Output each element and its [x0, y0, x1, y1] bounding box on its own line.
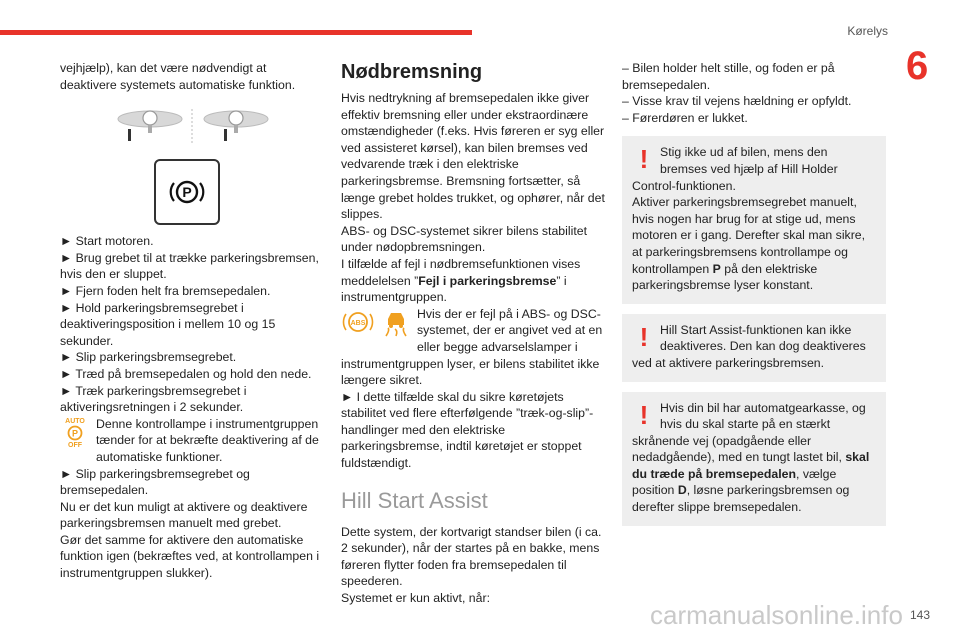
- abs-warning-icon: [341, 306, 375, 338]
- svg-text:P: P: [71, 428, 79, 439]
- warning-box-1: [622, 136, 886, 303]
- svg-text:P: P: [182, 184, 192, 201]
- parking-brake-icon: [165, 177, 209, 207]
- auto-off-lamp-icon: [60, 416, 92, 448]
- header-accent-bar: [0, 30, 472, 35]
- auto-label: AUTO: [65, 417, 85, 425]
- warning-icon: !: [639, 321, 649, 352]
- warning-icon: !: [639, 399, 649, 430]
- parking-brake-button-illustration: [154, 159, 220, 225]
- warning-box-2: [622, 314, 886, 382]
- column-middle: [341, 60, 605, 607]
- column-left: [60, 60, 322, 582]
- auto-off-lamp-block: [60, 416, 322, 466]
- steps-list-b: ► Slip parkeringsbremsegrebet og bremsepedalen. Nu er det kun muligt at aktivere og deaktivere parkeringsbremsen manuelt med grebet. Gør det samme for aktivere den automatiske funktion igen (bekræftes ved, at kontrollampen i instrumentgruppen slukker).: [60, 466, 320, 581]
- fault-message: Fejl i parkeringsbremse: [418, 273, 557, 288]
- warning-text-1: Stig ikke ud af bilen, mens den bremses ved hjælp af Hill Holder Control-funktionen. Aktiver parkeringsbremsegrebet manuelt, hvis nogen har brug for at stige ud, mens motoren er i gang. Derefter skal man sikre, at parkeringsbremsens kontrollampe og kontrollampen P på den elektriske parkeringsbremse lyser konstant.: [632, 145, 866, 293]
- hill-start-para: Dette system, der kortvarigt standser bilen (i ca. 2 sekunder), når der startes på en bakke, mens føreren flytter foden fra bremsepedalen til speederen. Systemet er kun aktivt, når:: [341, 524, 602, 606]
- conditions-list: – Bilen holder helt stille, og foden er på bremsepedalen. – Visse krav til vejens hældning er opfyldt. – Førerdøren er lukket.: [622, 61, 852, 125]
- off-label: OFF: [68, 441, 82, 448]
- lamp-text: Denne kontrollampe i instrumentgruppen tænder for at bekræfte deaktivering af de automatiske funktioner.: [96, 416, 319, 464]
- steps-list-a: ► Start motoren. ► Brug grebet til at trække parkeringsbremsen, hvis den er sluppet. ► Fjern foden helt fra bremsepedalen. ► Hold parkeringsbremsegrebet i deaktiveringsposition i mellem 10 og 15 sekunder. ► Slip parkeringsbremsegrebet. ► Træd på bremsepedalen og hold den nede. ► Træk parkeringsbremsegrebet i aktiveringsretningen i 2 sekunder.: [60, 234, 319, 415]
- warning-icon: !: [639, 144, 649, 175]
- intro-text: vejhjælp), kan det være nødvendigt at deaktivere systemets automatiske funktion.: [60, 61, 296, 92]
- page-number: 143: [909, 608, 930, 622]
- column-right: [622, 60, 886, 536]
- steering-wheel-icon: [112, 107, 272, 147]
- dsc-skid-icon: [379, 306, 413, 338]
- warning-text-3: Hvis din bil har automatgearkasse, og hvis du skal starte på en stærkt skrånende vej (opadgående eller nedadgående), med en tungt lastet bil, skal du træde på bremsepedalen, vælge position D, løsne parkeringsbremsen og derefter slippe bremsepedalen.: [632, 400, 870, 515]
- watermark: carmanualsonline.info: [650, 600, 903, 630]
- heading-emergency-braking: Nødbremsning: [341, 61, 483, 83]
- svg-text:ABS: ABS: [350, 319, 366, 327]
- warning-box-3: [622, 392, 886, 526]
- steering-wheel-illustration: [112, 107, 322, 145]
- emergency-para: Hvis nedtrykning af bremsepedalen ikke giver effektiv bremsning eller under ekstraordinære omstændigheder (f.eks. Hvis føreren er syg eller ved assisteret kørsel), kan bilen bremses ved vedvarende træk i den elektriske parkeringsbremse. Bremsning fortsætter, så længe grebet holdes trukket, og ophører, når det slippes. ABS- og DSC-systemet sikrer bilens stabilitet under nødopbremsningen.: [341, 91, 605, 255]
- section-title: Kørelys: [847, 24, 888, 38]
- chapter-number: 6: [906, 44, 929, 88]
- abs-dsc-text: Hvis der er fejl på i ABS- og DSC-systemet, der er angivet ved at en eller begge advarselslamper i instrumentgruppen lyser, er bilens stabilitet ikke længere sikret. ► I dette tilfælde skal du sikre køretøjets stabilitet ved flere efterfølgende ”træk-og-slip”-handlinger med den elektriske parkeringsbremse, indtil køretøjet er stoppet fuldstændigt.: [341, 306, 603, 471]
- heading-hill-start-assist: Hill Start Assist: [341, 487, 488, 513]
- warning-text-2: Hill Start Assist-funktionen kan ikke deaktiveres. Den kan dog deaktiveres ved at aktivere parkeringsbremsen.: [632, 322, 866, 370]
- fault-message-para: I tilfælde af fejl i nødbremsefunktionen vises meddelelsen ”Fejl i parkeringsbremse” i instrumentgruppen.: [341, 256, 581, 305]
- abs-dsc-block: [341, 306, 605, 472]
